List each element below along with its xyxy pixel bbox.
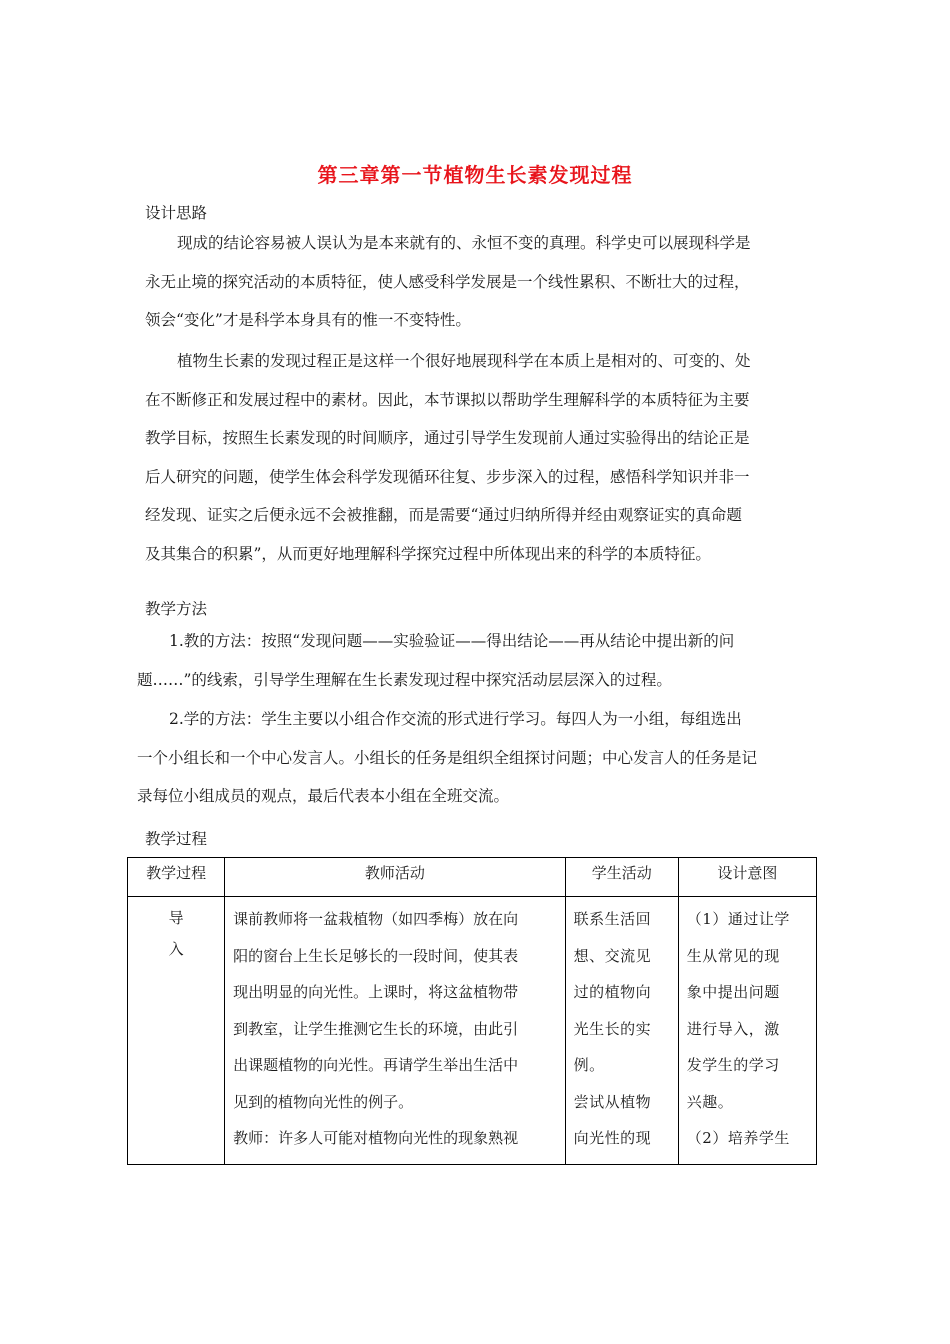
cell-line: 出课题植物的向光性。再请学生举出生活中 [233,1056,519,1074]
cell-line: （1）通过让学 [686,910,790,928]
header-stage: 教学过程 [128,858,225,897]
text-line: 在不断修正和发展过程中的素材。因此，本节课拟以帮助学生理解科学的本质特征为主要 [145,390,750,409]
student-activity-cell [565,897,678,1165]
text-line: 永无止境的探究活动的本质特征，使人感受科学发展是一个线性累积、不断壮大的过程， [145,272,750,291]
cell-line: 象中提出问题 [686,983,780,1001]
header-design-intent: 设计意图 [678,858,816,897]
cell-line: 发学生的学习 [686,1056,780,1074]
text-line: 领会“变化”才是科学本身具有的惟一不变特性。 [145,311,471,329]
text-line: 教学目标，按照生长素发现的时间顺序，通过引导学生发现前人通过实验得出的结论正是 [145,429,750,447]
heading-teaching-process: 教学过程 [145,830,208,848]
text-line: 经发现、证实之后便永远不会被推翻，而是需要“通过归纳所得并经由观察证实的真命题 [145,506,742,524]
cell-line: （2）培养学生 [686,1129,790,1147]
cell-line: 教师：许多人可能对植物向光性的现象熟视 [233,1129,519,1147]
text-line: 及其集合的积累”，从而更好地理解科学探究过程中所体现出来的科学的本质特征。 [145,544,711,563]
cell-line: 想、交流见 [573,946,652,965]
text-line: 1.教的方法：按照“发现问题——实验验证——得出结论——再从结论中提出新的问 [169,632,735,650]
paragraph-design-1 [145,224,805,340]
stage-char: 入 [168,940,184,958]
cell-line: 尝试从植物 [573,1092,652,1111]
cell-line: 现出明显的向光性。上课时，将这盆植物带 [233,983,519,1001]
text-line: 录每位小组成员的观点，最后代表本小组在全班交流。 [137,787,510,805]
design-intent-cell [678,897,816,1165]
text-line: 2.学的方法：学生主要以小组合作交流的形式进行学习。每四人为一小组，每组选出 [169,710,742,728]
header-teacher-activity: 教师活动 [225,858,565,897]
teacher-activity-cell [225,897,565,1165]
heading-teaching-method: 教学方法 [145,600,208,618]
cell-line: 联系生活回 [573,910,652,928]
document-title: 第三章第一节植物生长素发现过程 [317,163,633,187]
cell-line: 阳的窗台上生长足够长的一段时间，使其表 [233,946,519,965]
text-line: 现成的结论容易被人误认为是本来就有的、永恒不变的真理。科学史可以展现科学是 [177,234,751,252]
table-row [128,897,817,1165]
cell-line: 进行导入，激 [686,1019,780,1038]
cell-line: 兴趣。 [686,1092,734,1111]
paragraph-design-2 [145,342,805,573]
stage-cell [128,897,225,1165]
table-header-row [128,858,817,897]
cell-line: 见到的植物向光性的例子。 [233,1092,414,1111]
cell-line: 课前教师将一盆栽植物（如四季梅）放在向 [233,910,519,928]
cell-line: 光生长的实 [573,1019,652,1038]
cell-line: 到教室，让学生推测它生长的环境，由此引 [233,1019,519,1038]
cell-line: 生从常见的现 [686,946,780,965]
text-line: 植物生长素的发现过程正是这样一个很好地展现科学在本质上是相对的、可变的、处 [177,352,751,370]
cell-line: 过的植物向 [573,983,652,1001]
cell-line: 向光性的现 [573,1129,652,1147]
paragraph-method-1 [137,622,807,699]
paragraph-method-2 [137,700,807,816]
stage-char: 导 [168,909,184,927]
text-line: 题……”的线索，引导学生理解在生长素发现过程中探究活动层层深入的过程。 [137,670,672,689]
teaching-process-table [127,857,817,1165]
text-line: 后人研究的问题，使学生体会科学发现循环往复、步步深入的过程，感悟科学知识并非一 [145,467,750,486]
cell-line: 例。 [573,1056,605,1074]
heading-design-idea: 设计思路 [145,204,208,222]
header-student-activity: 学生活动 [565,858,678,897]
text-line: 一个小组长和一个中心发言人。小组长的任务是组织全组探讨问题；中心发言人的任务是记 [137,748,758,767]
